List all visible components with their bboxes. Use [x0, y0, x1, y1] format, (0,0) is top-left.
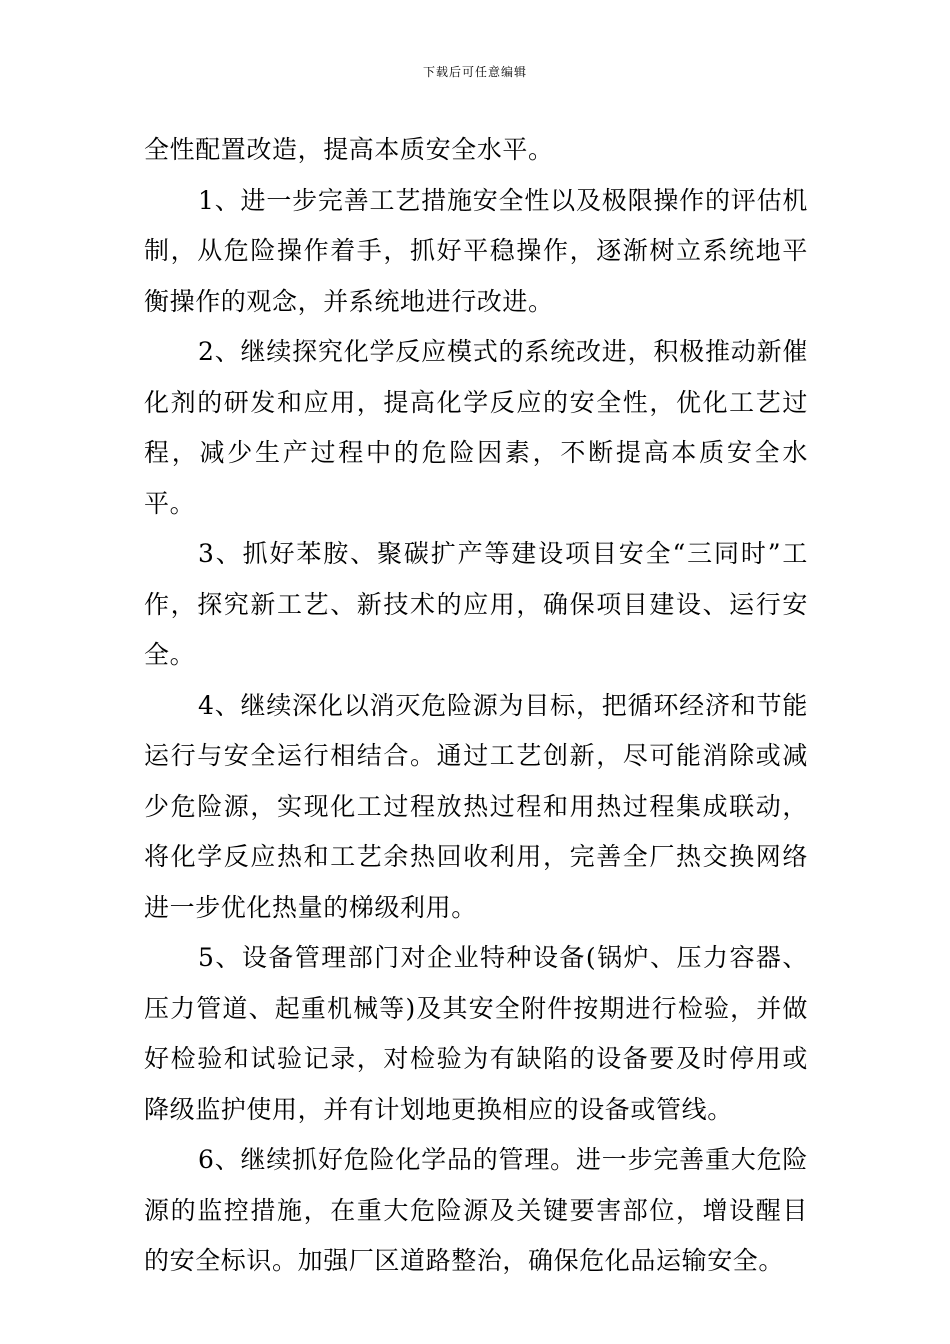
paragraph-item-5: 5、设备管理部门对企业特种设备(锅炉、压力容器、压力管道、起重机械等)及其安全附件按期进行检验，并做好检验和试验记录，对检验为有缺陷的设备要及时停用或降级监护使用，并有计划地更换相应的设备或管线。 [144, 943, 808, 1124]
paragraph-item-2: 2、继续探究化学反应模式的系统改进，积极推动新催化剂的研发和应用，提高化学反应的安全性，优化工艺过程，减少生产过程中的危险因素，不断提高本质安全水平。 [144, 337, 808, 518]
document-body [144, 125, 808, 1287]
paragraph-item-1: 1、进一步完善工艺措施安全性以及极限操作的评估机制，从危险操作着手，抓好平稳操作，逐渐树立系统地平衡操作的观念，并系统地进行改进。 [144, 185, 808, 316]
page-header: 下载后可任意编辑 [422, 65, 527, 79]
paragraph-continuation: 全性配置改造，提高本质安全水平。 [144, 135, 554, 164]
paragraph-item-3: 3、抓好苯胺、聚碳扩产等建设项目安全“三同时”工作，探究新工艺、新技术的应用，确保项目建设、运行安全。 [144, 539, 808, 669]
paragraph-item-4: 4、继续深化以消灭危险源为目标，把循环经济和节能运行与安全运行相结合。通过工艺创新，尽可能消除或减少危险源，实现化工过程放热过程和用热过程集成联动，将化学反应热和工艺余热回收利用，完善全厂热交换网络进一步优化热量的梯级利用。 [144, 690, 808, 922]
paragraph-item-6: 6、继续抓好危险化学品的管理。进一步完善重大危险源的监控措施，在重大危险源及关键要害部位，增设醒目的安全标识。加强厂区道路整治，确保危化品运输安全。 [144, 1145, 808, 1275]
